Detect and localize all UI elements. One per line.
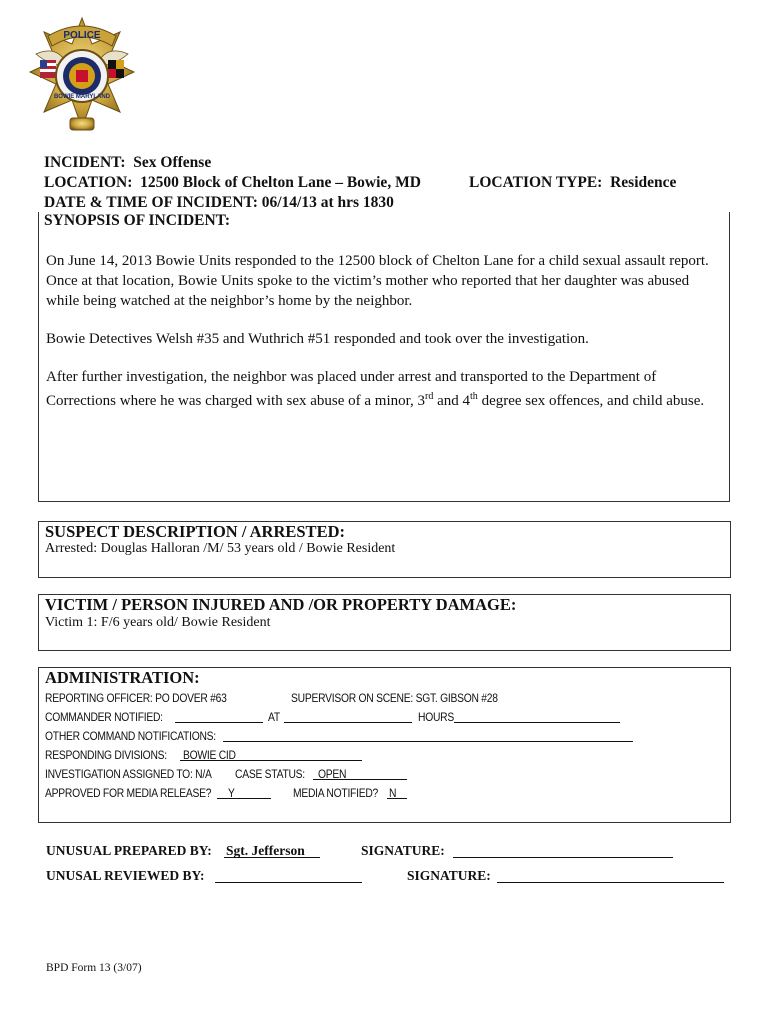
other-command-label: OTHER COMMAND NOTIFICATIONS: [45,729,216,743]
police-badge-logo [28,14,136,140]
case-status-label: CASE STATUS: [235,767,305,781]
synopsis-paragraph-3: After further investigation, the neighbor was placed under arrest and transported to the Department of Corrections where he was charged with sex abuse of a minor, 3rd and 4th degree sex offences, and child abuse. [46,369,705,409]
supervisor-on-scene: SUPERVISOR ON SCENE: SGT. GIBSON #28 [291,691,498,705]
commander-notified-label: COMMANDER NOTIFIED: [45,710,163,724]
incident-line [44,153,211,173]
svg-text:POLICE: POLICE [63,30,101,41]
synopsis-paragraph-1: On June 14, 2013 Bowie Units responded to the 12500 block of Chelton Lane for a child sexual assault report. Once at that location, Bowie Units spoke to the victim’s mother who reported that her daughter was abused while being watched at the neighbor’s home by the neighbor. [46,253,709,309]
datetime-line [44,193,394,213]
location-type-label: LOCATION TYPE: [469,174,603,191]
reviewed-by-label: UNUSAL REVIEWED BY: [46,868,205,883]
synopsis-heading: SYNOPSIS OF INCIDENT: [44,212,231,229]
synopsis-paragraph-2: Bowie Detectives Welsh #35 and Wuthrich #51 responded and took over the investigation. [46,331,589,347]
suspect-text: Arrested: Douglas Halloran /M/ 53 years old / Bowie Resident [45,541,396,556]
case-status-value: OPEN [318,767,347,781]
reporting-officer: REPORTING OFFICER: PO DOVER #63 [45,691,227,705]
svg-text:BOWIE MARYLAND: BOWIE MARYLAND [53,94,111,100]
location-value: 12500 Block of Chelton Lane – Bowie, MD [140,174,421,191]
prepared-by-label: UNUSUAL PREPARED BY: [46,843,212,858]
suspect-title: SUSPECT DESCRIPTION / ARRESTED: [45,522,345,541]
victim-text: Victim 1: F/6 years old/ Bowie Resident [45,615,271,630]
location-type-line [469,173,676,193]
hours-field[interactable] [454,722,620,723]
signature-field-2[interactable] [497,882,724,883]
at-time-field[interactable] [284,722,412,723]
signature-divider [38,822,731,823]
signature-label-1: SIGNATURE: [361,843,445,858]
hours-label: HOURS [418,710,454,724]
location-type-value: Residence [610,174,677,191]
victim-title: VICTIM / PERSON INJURED AND /OR PROPERTY DAMAGE: [45,595,517,614]
media-release-label: APPROVED FOR MEDIA RELEASE? [45,786,212,800]
at-label: AT [268,710,280,724]
signature-label-2: SIGNATURE: [407,868,491,883]
datetime-value: 06/14/13 at hrs 1830 [261,194,394,211]
incident-label: INCIDENT: [44,154,126,171]
responding-divisions-value: BOWIE CID [183,748,236,762]
commander-notified-field[interactable] [175,722,263,723]
responding-divisions-label: RESPONDING DIVISIONS: [45,748,167,762]
media-release-field[interactable] [217,798,271,799]
incident-value: Sex Offense [133,154,212,171]
prepared-by-value: Sgt. Jefferson [226,843,305,858]
datetime-label: DATE & TIME OF INCIDENT: [44,194,258,211]
location-line [44,173,421,193]
location-label: LOCATION: [44,174,133,191]
investigation-assigned: INVESTIGATION ASSIGNED TO: N/A [45,767,212,781]
reviewed-by-field[interactable] [215,882,362,883]
media-release-value: Y [228,786,235,800]
other-command-field[interactable] [223,741,633,742]
media-notified-value: N [389,786,397,800]
signature-field-1[interactable] [453,857,673,858]
administration-title: ADMINISTRATION: [45,668,200,687]
form-id: BPD Form 13 (3/07) [46,962,142,974]
media-notified-label: MEDIA NOTIFIED? [293,786,379,800]
